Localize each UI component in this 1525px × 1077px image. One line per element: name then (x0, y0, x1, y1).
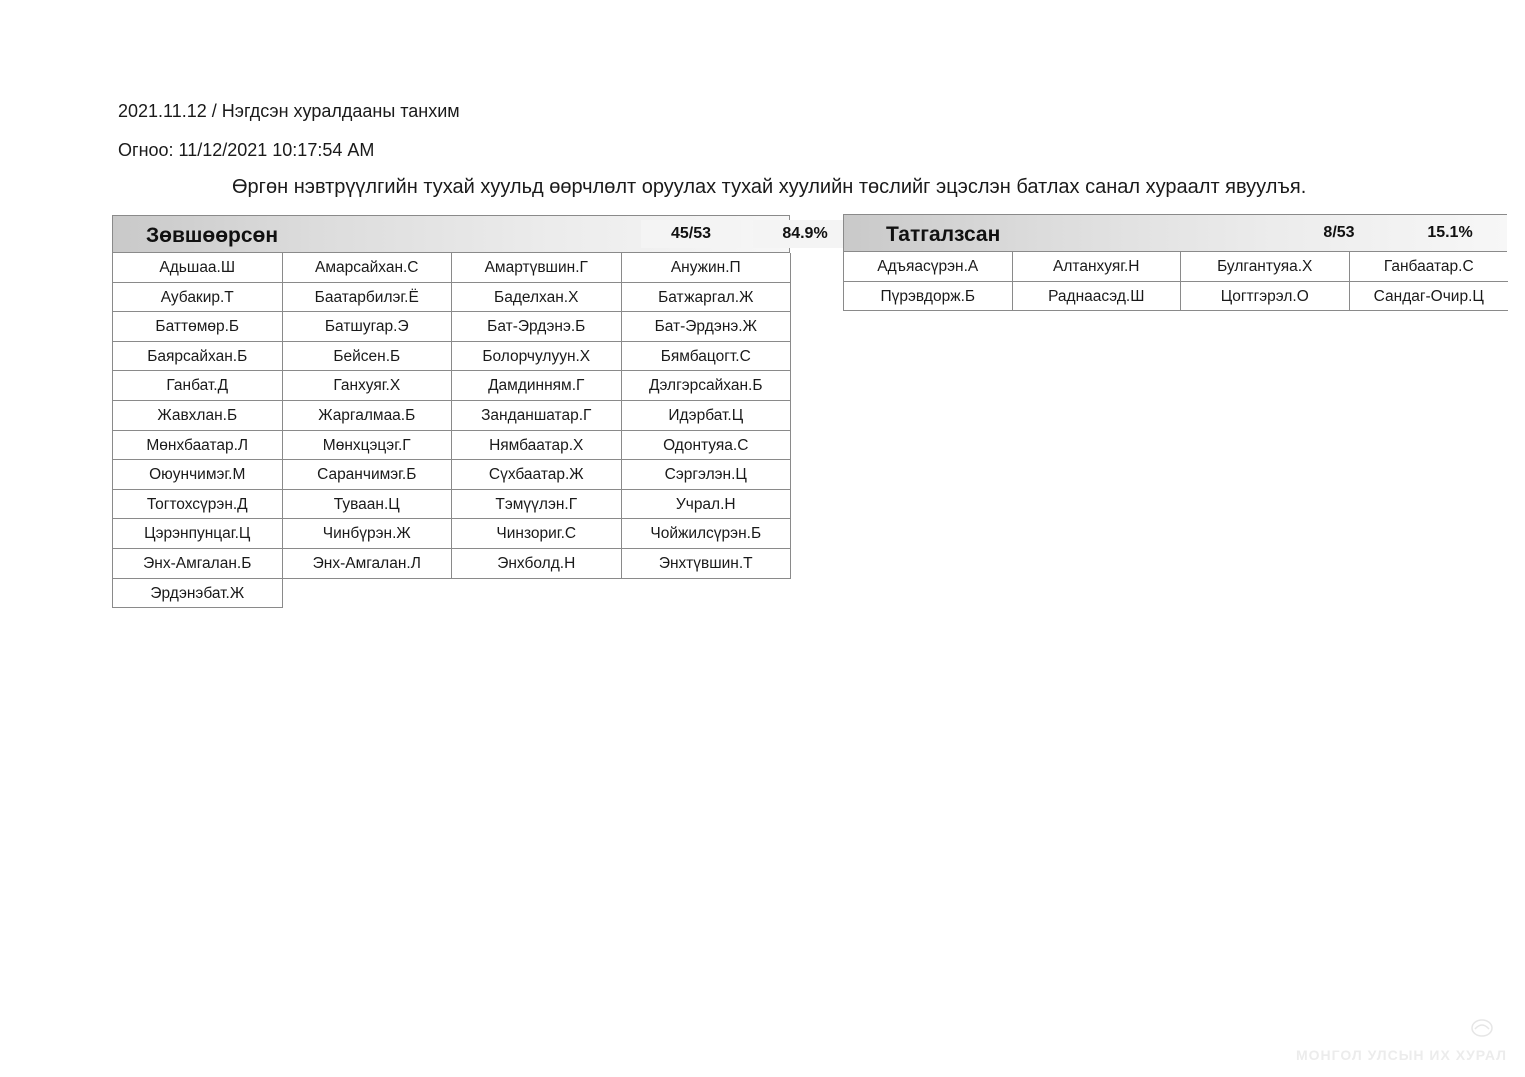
approved-name-cell: Энх-Амгалан.Б (113, 549, 283, 579)
approved-name-cell: Аубакир.Т (113, 283, 283, 313)
approved-name-cell: Баттөмөр.Б (113, 312, 283, 342)
approved-name-cell: Цэрэнпунцаг.Ц (113, 519, 283, 549)
emblem-watermark-icon (1469, 1017, 1495, 1039)
approved-name-cell: Мөнхцэцэг.Г (283, 431, 453, 461)
approved-count: 45/53 (641, 220, 741, 248)
approved-name-cell: Бейсен.Б (283, 342, 453, 372)
approved-name-cell: Саранчимэг.Б (283, 460, 453, 490)
rejected-label: Татгалзсан (886, 223, 1001, 246)
rejected-name-cell: Сандаг-Очир.Ц (1350, 282, 1509, 312)
approved-name-cell: Занданшатар.Г (452, 401, 622, 431)
rejected-name-cell: Алтанхуяг.Н (1013, 252, 1182, 282)
approved-name-cell: Нямбаатар.Х (452, 431, 622, 461)
approved-name-cell: Учрал.Н (622, 490, 792, 520)
approved-name-cell: Чойжилсүрэн.Б (622, 519, 792, 549)
approved-name-cell: Баатарбилэг.Ё (283, 283, 453, 313)
approved-name-cell: Бат-Эрдэнэ.Ж (622, 312, 792, 342)
approved-name-cell: Энх-Амгалан.Л (283, 549, 453, 579)
approved-header (112, 215, 828, 253)
approved-name-cell: Тэмүүлэн.Г (452, 490, 622, 520)
approved-name-cell: Эрдэнэбат.Ж (113, 579, 283, 609)
rejected-names-grid (843, 252, 1507, 311)
session-header: 2021.11.12 / Нэгдсэн хуралдааны танхим (118, 101, 460, 121)
approved-name-cell: Бат-Эрдэнэ.Б (452, 312, 622, 342)
rejected-percent: 15.1% (1427, 224, 1473, 241)
approved-name-cell: Оюунчимэг.М (113, 460, 283, 490)
approved-name-cell: Батжаргал.Ж (622, 283, 792, 313)
rejected-header (843, 214, 1507, 252)
approved-name-cell: Жаргалмаа.Б (283, 401, 453, 431)
approved-percent: 84.9% (753, 220, 857, 248)
approved-names-grid (112, 253, 790, 608)
approved-name-cell: Энхболд.Н (452, 549, 622, 579)
rejected-name-cell: Цогтгэрэл.О (1181, 282, 1350, 312)
approved-name-cell: Анужин.П (622, 253, 792, 283)
approved-label: Зөвшөөрсөн (146, 224, 279, 247)
approved-name-cell: Амартүвшин.Г (452, 253, 622, 283)
rejected-name-cell: Раднаасэд.Ш (1013, 282, 1182, 312)
rejected-count: 8/53 (1323, 224, 1355, 241)
approved-name-cell: Энхтүвшин.Т (622, 549, 792, 579)
approved-name-cell: Ганбат.Д (113, 371, 283, 401)
approved-name-cell: Одонтуяа.С (622, 431, 792, 461)
approved-name-cell: Болорчулуун.Х (452, 342, 622, 372)
motion-title: Өргөн нэвтрүүлгийн тухай хуульд өөрчлөлт оруулах тухай хуулийн төслийг эцэслэн батлах санал хураалт явуулъя. (232, 176, 1307, 198)
approved-name-cell: Баделхан.Х (452, 283, 622, 313)
approved-name-cell: Идэрбат.Ц (622, 401, 792, 431)
approved-name-cell: Чинзориг.С (452, 519, 622, 549)
approved-name-cell: Мөнхбаатар.Л (113, 431, 283, 461)
approved-table (112, 215, 828, 608)
approved-name-cell: Баярсайхан.Б (113, 342, 283, 372)
approved-name-cell: Дэлгэрсайхан.Б (622, 371, 792, 401)
approved-name-cell: Чинбүрэн.Ж (283, 519, 453, 549)
approved-name-cell: Дамдинням.Г (452, 371, 622, 401)
rejected-table (843, 214, 1507, 311)
approved-name-cell: Батшугар.Э (283, 312, 453, 342)
approved-name-cell: Туваан.Ц (283, 490, 453, 520)
approved-name-cell: Сэргэлэн.Ц (622, 460, 792, 490)
approved-name-cell: Жавхлан.Б (113, 401, 283, 431)
rejected-name-cell: Булгантуяа.Х (1181, 252, 1350, 282)
rejected-name-cell: Ганбаатар.С (1350, 252, 1509, 282)
rejected-name-cell: Пүрэвдорж.Б (844, 282, 1013, 312)
approved-name-cell: Бямбацогт.С (622, 342, 792, 372)
approved-name-cell: Адьшаа.Ш (113, 253, 283, 283)
rejected-name-cell: Адъяасүрэн.А (844, 252, 1013, 282)
watermark-text: МОНГОЛ УЛСЫН ИХ ХУРАЛ (1295, 1047, 1507, 1063)
vote-date: Огноо: 11/12/2021 10:17:54 AM (118, 140, 375, 160)
approved-name-cell: Сүхбаатар.Ж (452, 460, 622, 490)
approved-name-cell: Ганхуяг.Х (283, 371, 453, 401)
approved-name-cell: Амарсайхан.С (283, 253, 453, 283)
approved-name-cell: Тогтохсүрэн.Д (113, 490, 283, 520)
